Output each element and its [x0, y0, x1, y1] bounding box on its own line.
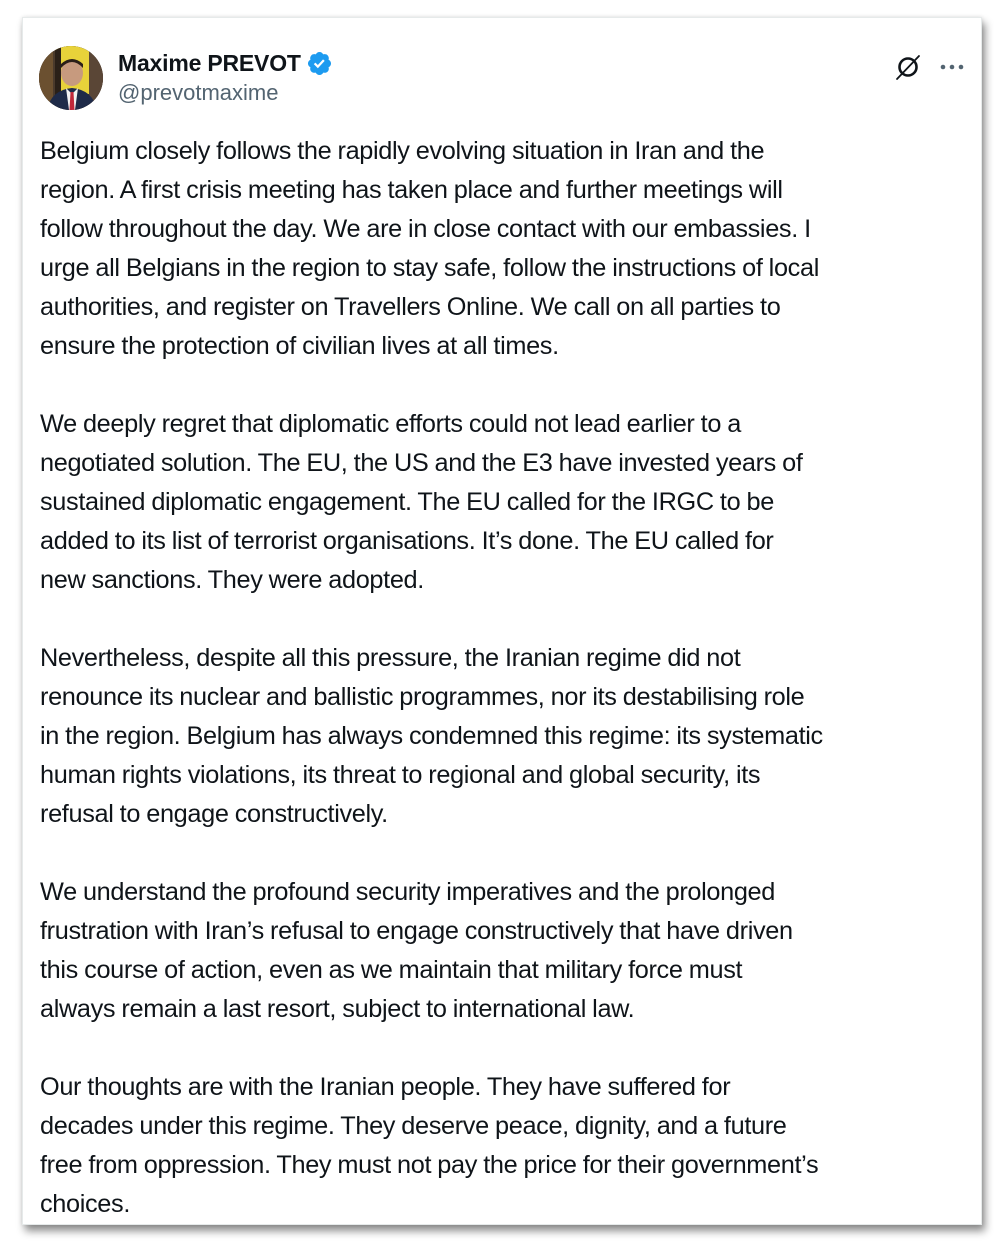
avatar[interactable]	[39, 46, 103, 110]
post-header	[39, 44, 965, 112]
post-card	[22, 17, 982, 1225]
post-paragraph: Nevertheless, despite all this pressure, the Iranian regime did not renounce its nuclear and ballistic programmes, nor its destabilising role in the region. Belgium has always condemned this regime: its systematic human rights violations, its threat to regional and global security, its refusal to engage constructively.	[40, 644, 823, 828]
author-handle[interactable]: @prevotmaxime	[118, 80, 279, 105]
post-body	[40, 132, 970, 1224]
post-actions	[893, 52, 965, 82]
post-paragraph: We understand the profound security imperatives and the prolonged frustration with Iran’s refusal to engage constructively that have driven this course of action, even as we maintain that military force must always remain a last resort, subject to international law.	[40, 878, 793, 1023]
profile-photo-avatar-icon	[39, 46, 103, 110]
post-paragraph: Our thoughts are with the Iranian people. They have suffered for decades under this regime. They deserve peace, dignity, and a future free from oppression. They must not pay the price for their government’s choices.	[40, 1073, 819, 1218]
author-names	[118, 47, 333, 106]
verified-badge-icon[interactable]	[306, 50, 333, 77]
display-name-row	[118, 47, 333, 79]
display-name[interactable]: Maxime PREVOT	[118, 49, 301, 76]
post-paragraph: We deeply regret that diplomatic efforts could not lead earlier to a negotiated solution. The EU, the US and the E3 have invested years of sustained diplomatic engagement. The EU called for the IRGC to be added to its list of terrorist organisations. It’s done. The EU called for new sanctions. They were adopted.	[40, 410, 803, 594]
grok-slash-circle-icon[interactable]	[893, 52, 923, 82]
more-horizontal-icon[interactable]	[939, 57, 965, 77]
post-paragraph: Belgium closely follows the rapidly evolving situation in Iran and the region. A first crisis meeting has taken place and further meetings will follow throughout the day. We are in close contact with our embassies. I urge all Belgians in the region to stay safe, follow the instructions of local authorities, and register on Travellers Online. We call on all parties to ensure the protection of civilian lives at all times.	[40, 137, 819, 360]
